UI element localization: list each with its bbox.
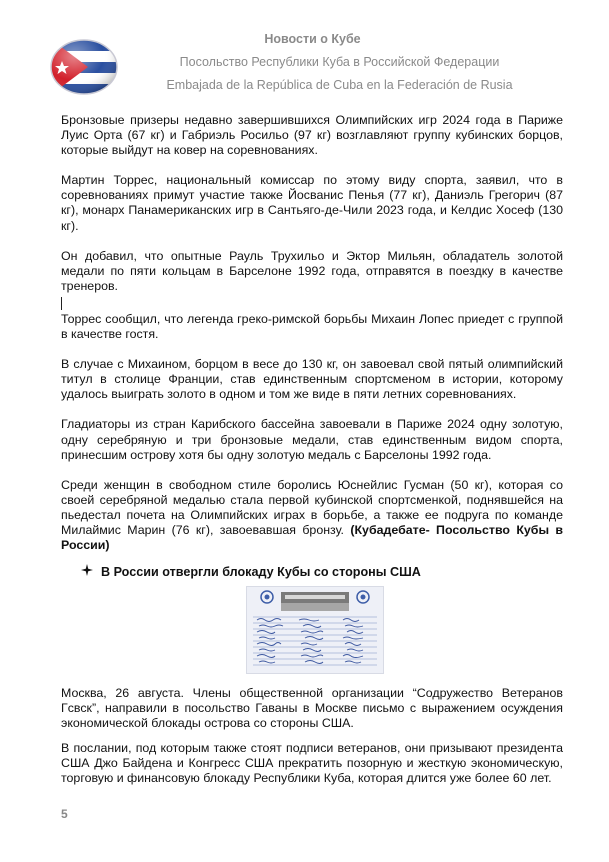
paragraph: Он добавил, что опытные Рауль Трухильо и Эктор Мильян, обладатель золотой медали по пяти кольцам в Барселоне 1992 года, отправятся в поездку в качестве тренеров. (61, 248, 563, 293)
section-heading (81, 564, 563, 580)
paragraph: Гладиаторы из стран Карибского бассейна завоевали в Париже 2024 одну золотую, одну серебряную и три бронзовые медали, став единственным видом спорта, принесшим острову хотя бы одну золотую медаль с Барселоны 1992 года. (61, 417, 563, 462)
veterans-letter-photo (246, 586, 384, 674)
paragraph: В случае с Михаином, борцом в весе до 130 кг, он завоевал свой пятый олимпийский титул в столице Франции, став единственным спортсменом в истории, которому удалось выиграть золото в одном и том же виде в пяти летних соревнованиях. (61, 357, 563, 402)
diamond-bullet-icon (81, 564, 95, 580)
paragraph: Бронзовые призеры недавно завершившихся Олимпийских игр 2024 года в Париже Луис Орта (67 кг) и Габриэль Росильо (97 кг) возглавляют группу кубинских борцов, которые выйдут на ковер на соревнованиях. (61, 113, 563, 158)
paragraph: В послании, под которым также стоят подписи ветеранов, они призывают президента США Джо Байдена и Конгресс США прекратить позорную и жесткую экономическую, торговую и финансовую блокаду Республики Куба, которая длится уже более 60 лет. (61, 740, 563, 785)
page-number: 5 (61, 807, 68, 821)
header-embassy-ru: Посольство Республики Куба в Российской Федерации (179, 55, 500, 69)
header-title: Новости о Кубе (264, 32, 361, 46)
paragraph: Москва, 26 августа. Члены общественной организации “Содружество Ветеранов Гсвск”, направили в посольство Гаваны в Москве письмо с выражением осуждения экономической блокады острова со стороны США. (61, 686, 563, 731)
text-cursor (61, 297, 62, 310)
paragraph: Мартин Торрес, национальный комиссар по этому виду спорта, заявил, что в соревнованиях примут участие также Йосванис Пенья (77 кг), Даниэль Грегорич (87 кг), монарх Панамериканских игр в Сантьяго-де-Чили 2023 года, и Келдис Хосеф (130 кг). (61, 173, 563, 233)
source-credit: (Кубадебате- Посольство Кубы в России) (61, 522, 563, 553)
paragraph-with-credit (61, 478, 563, 553)
paragraph: Торрес сообщил, что легенда греко-римской борьбы Михаин Лопес приедет с группой в качестве гостя. (61, 311, 563, 342)
section-heading-text: В России отвергли блокаду Кубы со стороны США (101, 565, 421, 580)
letter-document-image (247, 587, 383, 673)
paragraph-text: Среди женщин в свободном стиле боролись Юснейлис Гусман (50 кг), которая со своей серебряной медалью стала первой кубинской спортсменкой, поднявшейся на пьедестал почета на Олимпийских играх в борьбе, а также ее подруга по команде Милаймис Марин (76 кг), завоевавшая бронзу. (61, 477, 563, 537)
header-embassy-es: Embajada de la República de Cuba en la Federación de Rusia (166, 78, 513, 92)
article-body (61, 113, 563, 801)
